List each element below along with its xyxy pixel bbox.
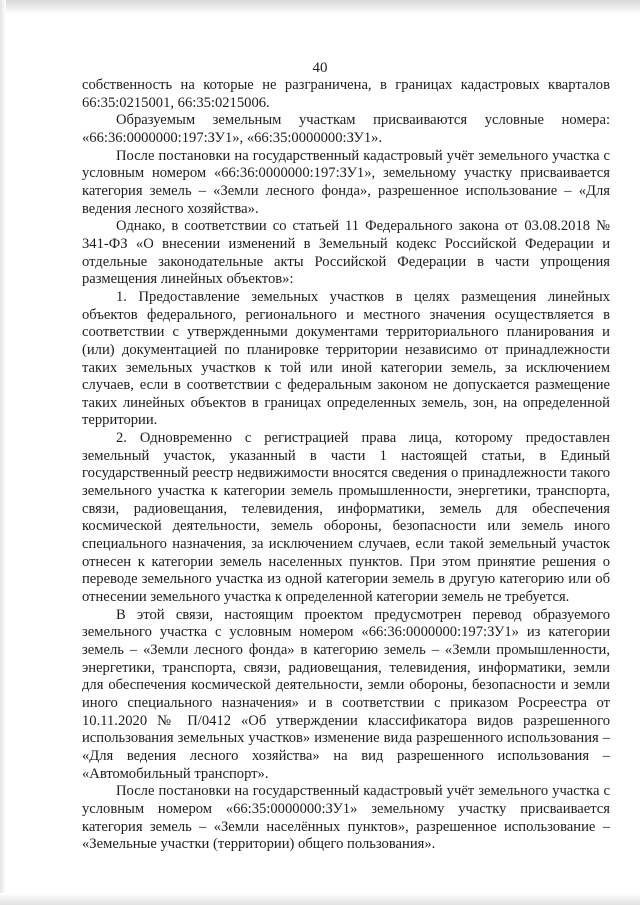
paragraph-conditional-numbers: Образуемым земельным участкам присваиваются условные номера: «66:36:0000000:197:ЗУ1», «66:35:0000000:ЗУ1». <box>82 112 610 146</box>
paragraph-forest-fund: После постановки на государственный кадастровый учёт земельного участка с условным номером «66:36:0000000:197:ЗУ1», земельному участку присваивается категория земель – «Земли лесного фонда», разрешенное использование – «Для ведения лесного хозяйства». <box>82 147 610 217</box>
scan-edge-left <box>0 0 6 905</box>
scan-edge-bottom <box>0 893 640 905</box>
paragraph-land-transfer: В этой связи, настоящим проектом предусмотрен перевод образуемого земельного участка с условным номером «66:36:0000000:197:ЗУ1» из категории земель – «Земли лесного фонда» в категорию земель – «Земли промышленности, энергетики, транспорта, связи, радиовещания, телевидения, информатики, земли для обеспечения космической деятельности, земли обороны, безопасности и земли иного специального назначения» и в соответствии с приказом Росреестра от 10.11.2020 № П/0412 «Об утверждении классификатора видов разрешенного использования земельных участков» изменение вида разрешенного использования – «Для ведения лесного хозяйства» на вид разрешенного использования – «Автомобильный транспорт». <box>82 606 610 782</box>
paragraph-law-point-2: 2. Одновременно с регистрацией права лица, которому предоставлен земельный участок, указанный в части 1 настоящей статьи, в Единый государственный реестр недвижимости вносятся сведения о принадлежности такого земельного участка к категории земель промышленности, энергетики, транспорта, связи, радиовещания, телевидения, информатики, земель для обеспечения космической деятельности, земель обороны, безопасности или земель иного специального назначения, за исключением случаев, если такой земельный участок отнесен к категории земель населенных пунктов. При этом принятие решения о переводе земельного участка из одной категории земель в другую категорию или об отнесении земельного участка к определенной категории земель не требуется. <box>82 430 610 606</box>
paragraph-law-point-1: 1. Предоставление земельных участков в целях размещения линейных объектов федерального, регионального и местного значения осуществляется в соответствии с утвержденными документами территориального планирования и (или) документацией по планировке территории независимо от принадлежности таких земельных участков к той или иной категории земель, за исключением случаев, если в соответствии с федеральным законом не допускается размещение таких линейных объектов в границах определенных земель, зон, на определенной территории. <box>82 288 610 429</box>
paragraph-continuation: собственность на которые не разграничена, в границах кадастровых кварталов 66:35:0215001, 66:35:0215006. <box>82 77 610 111</box>
body-text <box>82 77 610 854</box>
page-number: 40 <box>312 60 328 76</box>
paragraph-federal-law: Однако, в соответствии со статьей 11 Федерального закона от 03.08.2018 № 341-ФЗ «О внесении изменений в Земельный кодекс Российской Федерации и отдельные законодательные акты Российской Федерации в части упрощения размещения линейных объектов»: <box>82 218 610 288</box>
paragraph-settlement-lands: После постановки на государственный кадастровый учёт земельного участка с условным номером «66:35:0000000:ЗУ1» земельному участку присваивается категория земель – «Земли населённых пунктов», разрешенное использование – «Земельные участки (территории) общего пользования». <box>82 783 610 853</box>
scan-edge-top <box>0 0 640 14</box>
